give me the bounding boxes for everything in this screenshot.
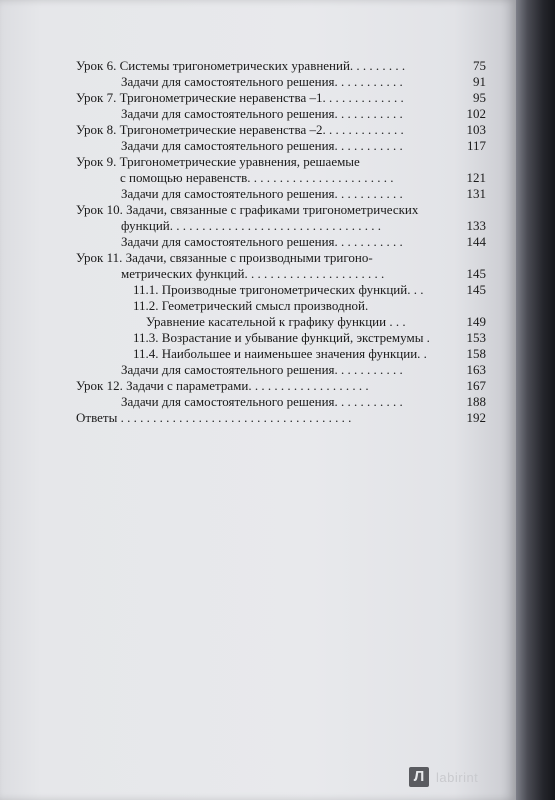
toc-entry — [76, 346, 486, 362]
toc-entry-page: 133 — [466, 218, 486, 233]
toc-entry-title: Урок 11. Задачи, связанные с производными тригоно- — [76, 250, 373, 265]
toc-entry-title: Задачи для самостоятельного решения. . . . . . . . . . . — [121, 74, 403, 89]
toc-entry — [76, 74, 486, 90]
toc-entry-title: Ответы . . . . . . . . . . . . . . . . . . . . . . . . . . . . . . . . . . . . — [76, 410, 352, 425]
toc-entry-title: 11.4. Наибольшее и наименьшее значения функции. . — [133, 346, 427, 361]
toc-entry-title: с помощью неравенств. . . . . . . . . . . . . . . . . . . . . . . — [120, 170, 394, 185]
toc-entry-title: Урок 12. Задачи с параметрами. . . . . . . . . . . . . . . . . . . — [76, 378, 369, 393]
toc-entry-title: Урок 6. Системы тригонометрических уравнений. . . . . . . . . — [76, 58, 406, 73]
toc-entry-title: Задачи для самостоятельного решения. . . . . . . . . . . — [121, 362, 403, 377]
toc-entry-title: Урок 10. Задачи, связанные с графиками тригонометрических — [76, 202, 419, 217]
toc-entry-page: 188 — [466, 394, 486, 409]
toc-entry — [76, 138, 486, 154]
toc-entry-page: 121 — [466, 170, 486, 185]
toc-entry — [76, 330, 486, 346]
toc-entry — [76, 122, 486, 138]
toc-entry — [76, 266, 486, 282]
table-of-contents — [76, 58, 486, 426]
toc-entry — [76, 314, 486, 330]
toc-entry-title: Уравнение касательной к графику функции . . . — [146, 314, 406, 329]
toc-entry-title: Задачи для самостоятельного решения. . . . . . . . . . . — [121, 234, 403, 249]
toc-entry-page: 192 — [466, 410, 486, 425]
toc-entry-page: 163 — [466, 362, 486, 377]
toc-entry — [76, 58, 486, 74]
toc-entry — [76, 394, 486, 410]
toc-entry — [76, 202, 486, 218]
watermark: labirint — [436, 770, 479, 785]
toc-entry — [76, 362, 486, 378]
toc-entry — [76, 410, 486, 426]
toc-entry — [76, 298, 486, 314]
toc-entry-page: 102 — [466, 106, 486, 121]
toc-entry-page: 145 — [466, 266, 486, 281]
toc-entry-page: 149 — [466, 314, 486, 329]
toc-entry-page: 131 — [466, 186, 486, 201]
toc-entry-title: Урок 8. Тригонометрические неравенства –2. . . . . . . . . . . . . — [76, 122, 404, 137]
book-spine-edge — [516, 0, 555, 800]
toc-entry — [76, 218, 486, 234]
toc-entry-title: 11.3. Возрастание и убывание функций, экстремумы . — [133, 330, 430, 345]
toc-entry-title: Задачи для самостоятельного решения. . . . . . . . . . . — [121, 138, 403, 153]
toc-entry-title: Урок 7. Тригонометрические неравенства –1. . . . . . . . . . . . . — [76, 90, 404, 105]
toc-entry-page: 117 — [466, 138, 486, 153]
toc-entry-title: Задачи для самостоятельного решения. . . . . . . . . . . — [121, 394, 403, 409]
toc-entry — [76, 90, 486, 106]
toc-entry-title: 11.2. Геометрический смысл производной. — [133, 298, 369, 313]
toc-entry — [76, 170, 486, 186]
toc-entry-title: метрических функций. . . . . . . . . . . . . . . . . . . . . . — [121, 266, 385, 281]
toc-entry — [76, 186, 486, 202]
publisher-logo-icon: Л — [409, 767, 429, 787]
toc-entry — [76, 106, 486, 122]
toc-entry-page: 91 — [473, 74, 486, 89]
toc-entry-title: Задачи для самостоятельного решения. . . . . . . . . . . — [121, 186, 403, 201]
toc-entry-title: Урок 9. Тригонометрические уравнения, решаемые — [76, 154, 360, 169]
toc-entry — [76, 250, 486, 266]
toc-entry-page: 153 — [466, 330, 486, 345]
toc-entry-page: 103 — [466, 122, 486, 137]
toc-entry — [76, 154, 486, 170]
toc-entry — [76, 234, 486, 250]
toc-entry-title: Задачи для самостоятельного решения. . . . . . . . . . . — [121, 106, 403, 121]
toc-entry-page: 75 — [473, 58, 486, 73]
toc-entry — [76, 282, 486, 298]
toc-entry — [76, 378, 486, 394]
toc-entry-page: 144 — [466, 234, 486, 249]
toc-entry-title: функций. . . . . . . . . . . . . . . . . . . . . . . . . . . . . . . . . — [121, 218, 381, 233]
toc-entry-title: 11.1. Производные тригонометрических функций. . . — [133, 282, 424, 297]
toc-entry-page: 167 — [466, 378, 486, 393]
toc-entry-page: 158 — [466, 346, 486, 361]
toc-entry-page: 95 — [473, 90, 486, 105]
toc-entry-page: 145 — [466, 282, 486, 297]
